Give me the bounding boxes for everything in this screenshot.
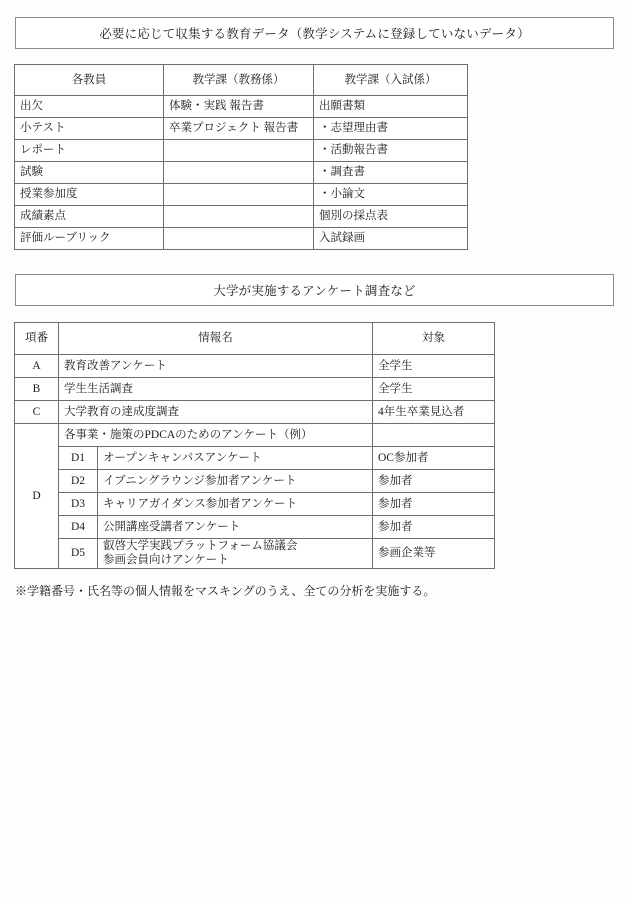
cell-survey-name: 公開講座受講者アンケート (98, 516, 373, 539)
cell-sub-code: D2 (59, 470, 98, 493)
table-row (15, 355, 495, 378)
column-header-academic-affairs: 教学課（教務係） (164, 65, 314, 96)
cell-teachers: 成績素点 (15, 206, 164, 228)
cell-survey-name: イブニングラウンジ参加者アンケート (98, 470, 373, 493)
cell-admissions: ・志望理由書 (314, 118, 468, 140)
section-1-banner-title: 必要に応じて収集する教育データ（教学システムに登録していないデータ） (99, 27, 530, 41)
cell-sub-code: D4 (59, 516, 98, 539)
cell-sub-code: D5 (59, 539, 98, 569)
cell-admissions: ・調査書 (314, 162, 468, 184)
cell-item-code: A (15, 355, 59, 378)
survey-name-line-1: 叡啓大学実践プラットフォーム協議会 (103, 540, 298, 552)
table-row (15, 378, 495, 401)
table-row (15, 118, 468, 140)
cell-sub-code: D1 (59, 447, 98, 470)
cell-teachers: 出欠 (15, 96, 164, 118)
table-row (15, 162, 468, 184)
table-row (15, 401, 495, 424)
cell-survey-name (98, 539, 373, 569)
cell-academic-affairs (164, 228, 314, 250)
cell-target: 参画企業等 (373, 539, 495, 569)
cell-survey-name: 学生生活調査 (59, 378, 373, 401)
cell-admissions: ・活動報告書 (314, 140, 468, 162)
cell-target: 参加者 (373, 470, 495, 493)
cell-target: 全学生 (373, 355, 495, 378)
column-header-teachers: 各教員 (15, 65, 164, 96)
cell-academic-affairs (164, 184, 314, 206)
table-row (15, 447, 495, 470)
section-1-banner (15, 17, 614, 49)
table-header-row (15, 323, 495, 355)
table-row (15, 228, 468, 250)
cell-item-code: B (15, 378, 59, 401)
survey-name-line-2: 参画会員向けアンケート (103, 554, 229, 567)
cell-survey-name: キャリアガイダンス参加者アンケート (98, 493, 373, 516)
cell-group-d-label: 各事業・施策のPDCAのためのアンケート（例） (59, 424, 373, 447)
table-row (15, 184, 468, 206)
table-row (15, 516, 495, 539)
cell-survey-name: オープンキャンパスアンケート (98, 447, 373, 470)
cell-target: 4年生卒業見込者 (373, 401, 495, 424)
cell-target: 参加者 (373, 516, 495, 539)
cell-teachers: 試験 (15, 162, 164, 184)
column-header-admissions: 教学課（入試係） (314, 65, 468, 96)
cell-target: OC参加者 (373, 447, 495, 470)
cell-academic-affairs (164, 162, 314, 184)
cell-teachers: 評価ルーブリック (15, 228, 164, 250)
cell-survey-name: 大学教育の達成度調査 (59, 401, 373, 424)
table-row (15, 493, 495, 516)
column-header-item-number: 項番 (15, 323, 59, 355)
section-2-banner (15, 274, 614, 306)
education-data-table (14, 64, 468, 250)
table-row (15, 140, 468, 162)
cell-academic-affairs (164, 206, 314, 228)
cell-admissions: ・小論文 (314, 184, 468, 206)
cell-item-code: C (15, 401, 59, 424)
cell-teachers: レポート (15, 140, 164, 162)
cell-sub-code: D3 (59, 493, 98, 516)
section-2-banner-title: 大学が実施するアンケート調査など (213, 284, 416, 298)
survey-list-table (14, 322, 495, 569)
cell-admissions: 入試録画 (314, 228, 468, 250)
footnote-text: ※学籍番号・氏名等の個人情報をマスキングのうえ、全ての分析を実施する。 (15, 584, 436, 598)
cell-teachers: 授業参加度 (15, 184, 164, 206)
column-header-target: 対象 (373, 323, 495, 355)
cell-target: 参加者 (373, 493, 495, 516)
cell-group-d-target (373, 424, 495, 447)
cell-item-code-d: D (15, 424, 59, 569)
column-header-information-name: 情報名 (59, 323, 373, 355)
cell-target: 全学生 (373, 378, 495, 401)
table-row-group-d-header (15, 424, 495, 447)
cell-academic-affairs: 卒業プロジェクト 報告書 (164, 118, 314, 140)
table-header-row (15, 65, 468, 96)
table-row (15, 539, 495, 569)
table-row (15, 470, 495, 493)
cell-teachers: 小テスト (15, 118, 164, 140)
cell-admissions: 出願書類 (314, 96, 468, 118)
cell-admissions: 個別の採点表 (314, 206, 468, 228)
table-row (15, 96, 468, 118)
cell-survey-name: 教育改善アンケート (59, 355, 373, 378)
table-row (15, 206, 468, 228)
cell-academic-affairs: 体験・実践 報告書 (164, 96, 314, 118)
cell-academic-affairs (164, 140, 314, 162)
